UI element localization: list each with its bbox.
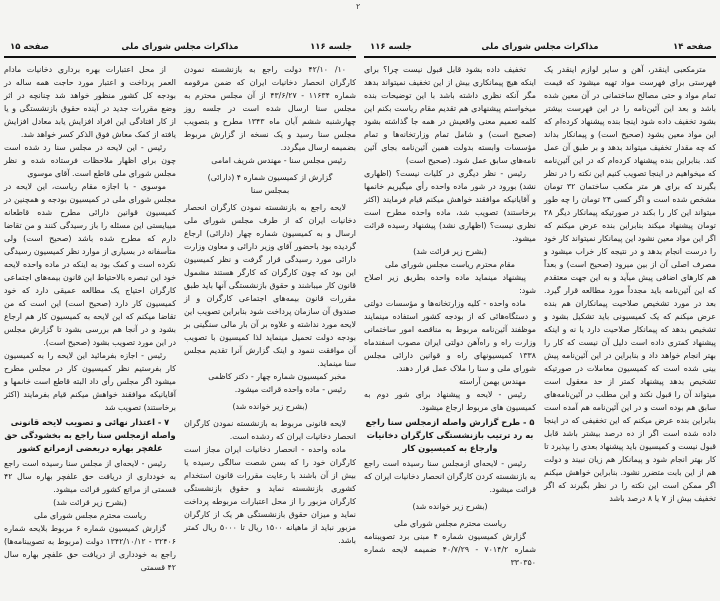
paragraph: ماده واحده - انحصار دخانیات ایران مجاز است کارگران خود را که بسن شصت سالگی رسیده یا بیش از آن باشند با رعایت مقررات قانون استخدام کشوری بازنشسته نماید و حقوق بازنشستگی کارگران مزبور را از محل اعتبارات مربوطه پرداخت نماید و میزان حقوق بازنشستگی هر یک از کارگران مزبور نباید از ماهیانه ۱۵۰۰ ریال تا ۵۰۰۰ ریال کمتر باشد. bbox=[184, 445, 356, 545]
paragraph: رئیس - لایحه و پیشنهاد برای شور دوم به کمیسیون های مربوط ارجاع میشود. bbox=[364, 390, 536, 412]
paragraph: پیشنهاد مینماید ماده واحده بطریق زیر اصلاح شود: bbox=[364, 273, 536, 295]
centered-line: مقام محترم ریاست مجلس شورای ملی bbox=[384, 260, 516, 269]
paragraph: ۱۰/ ۴۲/۱۰ دولت راجع به بازنشسته نمودن کارگران انحصار دخانیات ایران که ضمن مرقومه شماره ۱۱۶۳۴ - ۴۳/۶/۲۷ از آن مجلس محترم به مجلس سنا ارسال شده است در جلسه روز چهارشنبه ششم آبان ماه ۱۳۴۳ مطرح و بتصویب مجلس سنا رسید و یک نسخه از گزارش مربوط بضمیمه ارسال میگردد. bbox=[184, 65, 357, 152]
paragraph: رئیس مجلس سنا - مهندس شریف امامی bbox=[211, 156, 346, 165]
paragraph: رئیس - این لایحه در مجلس سنا رد شده است چون برای اظهار ملاحظات فرستاده شده و نظر مجلس شورای ملی قاطع است. آقای موسوی bbox=[4, 143, 176, 178]
centered-line: (بشرح زیر قرائت شد) bbox=[413, 247, 487, 256]
paragraph: رئیس - اجازه بفرمائید این لایحه را به کمیسیون کار بفرستیم نظر کمیسیون کار در مجلس مطرح میشود اگر مجلس رأی داد البته قاطع است خانمها و آقایانیکه موافقند خواهش میکنم قیام بفرمایند (اکثر برخاستند) تصویب شد bbox=[4, 351, 176, 412]
paragraph: گزارش کمیسیون شماره ۶ مربوط بلایحه شماره ۳۲۴۰۶ - ۱۳۴۲/۱۰/۱۲ دولت (مربوط به تصویبنامه‌ها) راجع به خودداری از دریافت حق علفچر بهاره سال ۴۲ قسمتی bbox=[4, 524, 176, 572]
paragraph: از محل اعتبارات بهره برداری دخانیات مادام العمر پرداخت و اعتبار مورد حاجت همه ساله در بودجه کل کشور منظور خواهد شد چنانچه در اثر وضع مقررات جدید در آینده حقوق بازنشستگی و یا از کار افتادگی این افراد افزایش یابد معادل افزایش یافته از کمک معاش فوق الذکر کسر خواهد شد. bbox=[4, 65, 176, 139]
paragraph: رئیس - لایحه‌ای ازمجلس سنا رسیده است راجع به بازنشسته کردن کارگران انحصار دخانیات ایران که قرائت میشود. bbox=[364, 459, 536, 494]
running-title: مذاکرات مجلس شورای ملی bbox=[121, 42, 239, 52]
text-column-right bbox=[544, 63, 716, 505]
page-label: صفحه ۱۵ bbox=[10, 42, 49, 52]
folio-number: ۲ bbox=[356, 2, 361, 11]
paragraph: موسوی - با اجازه مقام ریاست، این لایحه در مجلس شورای ملی در کمیسیون بودجه و همچنین در کمیسیون قوانین دارائی مطرح شده قاطعانه میبایستی این مسئله را باز رسیدگی کنند و من تقاضا دارم که مطرح شده باشد (صحیح است) ولی متأسفانه در بسیاری از موارد نظر کمیسیون رسیدگی نکرده است و کمک بود به اینکه در ماده واحده لایحه خود این تبصره بالاحتیاط این قانون بیمه‌های اجتماعی کارگران احتیاج یک مطالعه عمیقی دارد که خود کمیسیون کار دارد (صحیح است) این است که من تقاضا میکنم که این لایحه به کمیسیون کار هم ارجاع بشود و در آنجا هم بررسی بشود تا گزارش مجلس در این مورد تصویب بشود (صحیح است). bbox=[4, 182, 176, 347]
text-column-right bbox=[184, 63, 356, 547]
paragraph: لایحه قانونی مربوط به بازنشسته نمودن کارگران انحصار دخانیات ایران که ردشده است. bbox=[184, 419, 356, 441]
session-label: جلسه ۱۱۶ bbox=[370, 42, 412, 52]
paragraph: گزارش کمیسیون شماره ۴ مبنی برد تصویبنامه شماره ۷۰۱۴/۲ - ۴۰/۷/۲۹ ضمیمه لایحه شماره ۳۳۰۳۵۰ bbox=[364, 532, 536, 567]
paragraph: رئیس - نظر دیگری در کلیات نیست؟ (اظهاری نشد) بورود در شور ماده واحده رأی میگیریم خانمها و آقایانیکه موافقند خواهش میکنم قیام فرمایند (اکثر برخاستند) تصویب شد، ماده واحده مطرح است نظری نیست؟ (اظهاری نشد) پیشنهاد رسیده قرائت میشود. bbox=[364, 169, 536, 243]
page-15 bbox=[4, 42, 357, 572]
paragraph: لایحه راجع به بازنشسته نمودن کارگران انحصار دخانیات ایران که از طرف مجلس شورای ملی ارسال و به کمیسیون شماره چهار (دارائی) ارجاع گردیده بود باحضور آقای وزیر دارائی و معاون وزارت دارائی مورد رسیدگی قرار گرفت و نظر کمیسیون این بود که چون کارگران که کارگر هستند مشمول قانون کار میباشند و حقوق بازنشستگی آنها باید طبق مقررات قانون بیمه‌های اجتماعی کارگران و از صندوق آن سازمان پرداخت شود بنابراین تصویب این لایحه مورد نداشته و علاوه بر آن بار مالی سنگینی بر بودجه دولت تحمیل مینماید لذا کمیسیون با تصویب آن موافقت ننمود و اینک گزارش آنرا تقدیم مجلس سنا مینماید. bbox=[184, 203, 356, 368]
paragraph: رئیس - لایحه‌ای از مجلس سنا رسیده است راجع به خودداری از دریافت حق علفچر بهاره سال ۴۲ قسمتی از مراتع کشور قرائت میشود. bbox=[4, 459, 176, 494]
paragraph: مهندس بهمن آراسته bbox=[459, 377, 526, 386]
centered-line: (بشرح زیر قرائت شد) bbox=[53, 498, 127, 507]
paragraph: رئیس - ماده واحده قرائت میشود. bbox=[234, 385, 346, 394]
section-heading: ۷ - اعتذار نهائی و تصویب لایحه قانونی واصله ازمجلس سنا راجع به بخشودگی حق علفچر بهاره دربعضی ازمراتع کشور bbox=[4, 417, 176, 453]
running-header bbox=[4, 42, 356, 58]
centered-line: ریاست محترم مجلس شورای ملی bbox=[393, 519, 507, 528]
section-heading: ۵ - طرح گزارش واصله ازمجلس سنا راجع به رد ترتیب بازنشستگی کارگران دخانیات وارجاع به کمیسیون کار bbox=[365, 417, 535, 453]
paragraph: مترمکعبی اینقدر، آهن و سایر لوازم اینقدر یک فهرستی برای فهرست مواد تهیه میشود که قیمت تمام مواد و حتی مصالح ساختمانی در آن معین شده باشد و بعد این آئین‌نامه را در این فهرست بیشتر بشود تخفیف داده شود اینجا بنده پیشنهاد کرده‌ام که این مواد معین بشود (صحیح است) و پیمانکار بداند که چه مقدار تخفیف میتواند بدهد و بر طبق آن عمل کند. بنابراین بنده پیشنهاد کرده‌ام که در این آئین‌نامه که میخواهیم در اینجا تصویب کنیم این نکته را در نظر بگیرند که برای هر متر مکعب ساختمان ۳۲ تومان مشخص شده است و اگر کسی ۲۴ تومان را چه طور میتواند این کار را بکند در صورتیکه پیمانکار دیگر ۲۸ تومان پیشنهاد میکند بنابراین بنده عرض میکنم که اگر این مواد معین نشود این پیمانکار نمیتواند کار خود را درست انجام بدهد و در نتیجه کار خراب میشود و مصرف اصلی آن از بین میرود (صحیح است) و بعداً هم کارهای اضافی پیش میآید و به این جهت معتقدم که این آئین‌نامه باید مجدداً مورد مطالعه قرار گیرد. بعد در مورد تشخیص صلاحیت پیمانکاران هم بنده عرض میکنم که یک کمیسیونی باید تشکیل بشود و تشخیص بدهد که پیمانکار صلاحیت دارد یا نه و اینکه پیشنهاد کمتری داده است دلیل آن نیست که کار را بهتر انجام خواهد داد و بنابراین در این آئین‌نامه پیش بینی شده است که کمیسیون معاملات در صورتیکه تشخیص بدهد پیشنهاد کمتر از حد معقول است میتواند آن را قبول نکند و این مطلب در آئین‌نامه‌های سابق هم بوده است و در این آئین‌نامه هم آمده است بنابراین بنده عرض میکنم که این تخفیفی که در اینجا داده شده است اگر از ده درصد بیشتر باشد قابل قبول نیست و کمیسیون باید پیشنهاد بعدی را بپذیرد تا کار بهتر انجام شود و پیمانکار هم زیان نبیند و دولت هم از این بابت متضرر نشود. بنابراین خواهش میکنم اگر ممکن است این نکته را در نظر بگیرند که اگر تخفیف بیش از ۷ یا ۸ درصد باشد bbox=[544, 65, 716, 503]
centered-line: گزارش از کمیسیون شماره ۴ (دارائی) bbox=[207, 173, 333, 182]
text-column-left bbox=[4, 63, 176, 574]
running-title: مذاکرات مجلس شورای ملی bbox=[481, 42, 599, 52]
paragraph: تخفیف داده بشود قابل قبول نیست چرا؟ برای اینکه هیچ پیمانکاری بیش از این تخفیف نمیتواند بدهد مگر آنکه نظری داشته باشد با این توضیحات بنده میخواستم پیشنهادی هم تقدیم مقام ریاست بکنم این کلمه تعمیم معنی واقعیش در همه جا گذاشته بشود (صحیح است) و شامل تمام وزارتخانه‌ها و تمام مؤسسات وابسته بدولت همین آئین‌نامه بجای آئین نامه‌های سابق عمل شود. (صحیح است) bbox=[364, 65, 536, 165]
centered-line: (بشرح زیر خوانده شد) bbox=[232, 402, 308, 411]
page-label: صفحه ۱۴ bbox=[673, 42, 712, 52]
page-14 bbox=[364, 42, 716, 567]
paragraph: مخبر کمیسیون شماره چهار - دکتر کاظمی bbox=[208, 372, 346, 381]
text-column-left bbox=[364, 63, 536, 569]
paragraph: ماده واحده - کلیه وزارتخانه‌ها و مؤسسات دولتی و دستگاه‌هائی که از بودجه کشور استفاده مینمایند موظفند آئین‌نامه مربوط به مناقصه امور ساختمانی وزارت راه و راه‌آهن دولتی ایران مصوب اسفندماه ۱۳۳۸ کمیسیونهای راه و قوانین دارائی مجلس شورای ملی و سنا را ملاک عمل قرار دهند. bbox=[364, 299, 536, 373]
centered-line: ریاست محترم مجلس شورای ملی bbox=[33, 511, 147, 520]
centered-line: (بشرح زیر خوانده شد) bbox=[412, 502, 488, 511]
centered-line: بمجلس سنا bbox=[250, 186, 290, 195]
session-label: جلسه ۱۱۶ bbox=[310, 42, 352, 52]
running-header bbox=[364, 42, 716, 58]
